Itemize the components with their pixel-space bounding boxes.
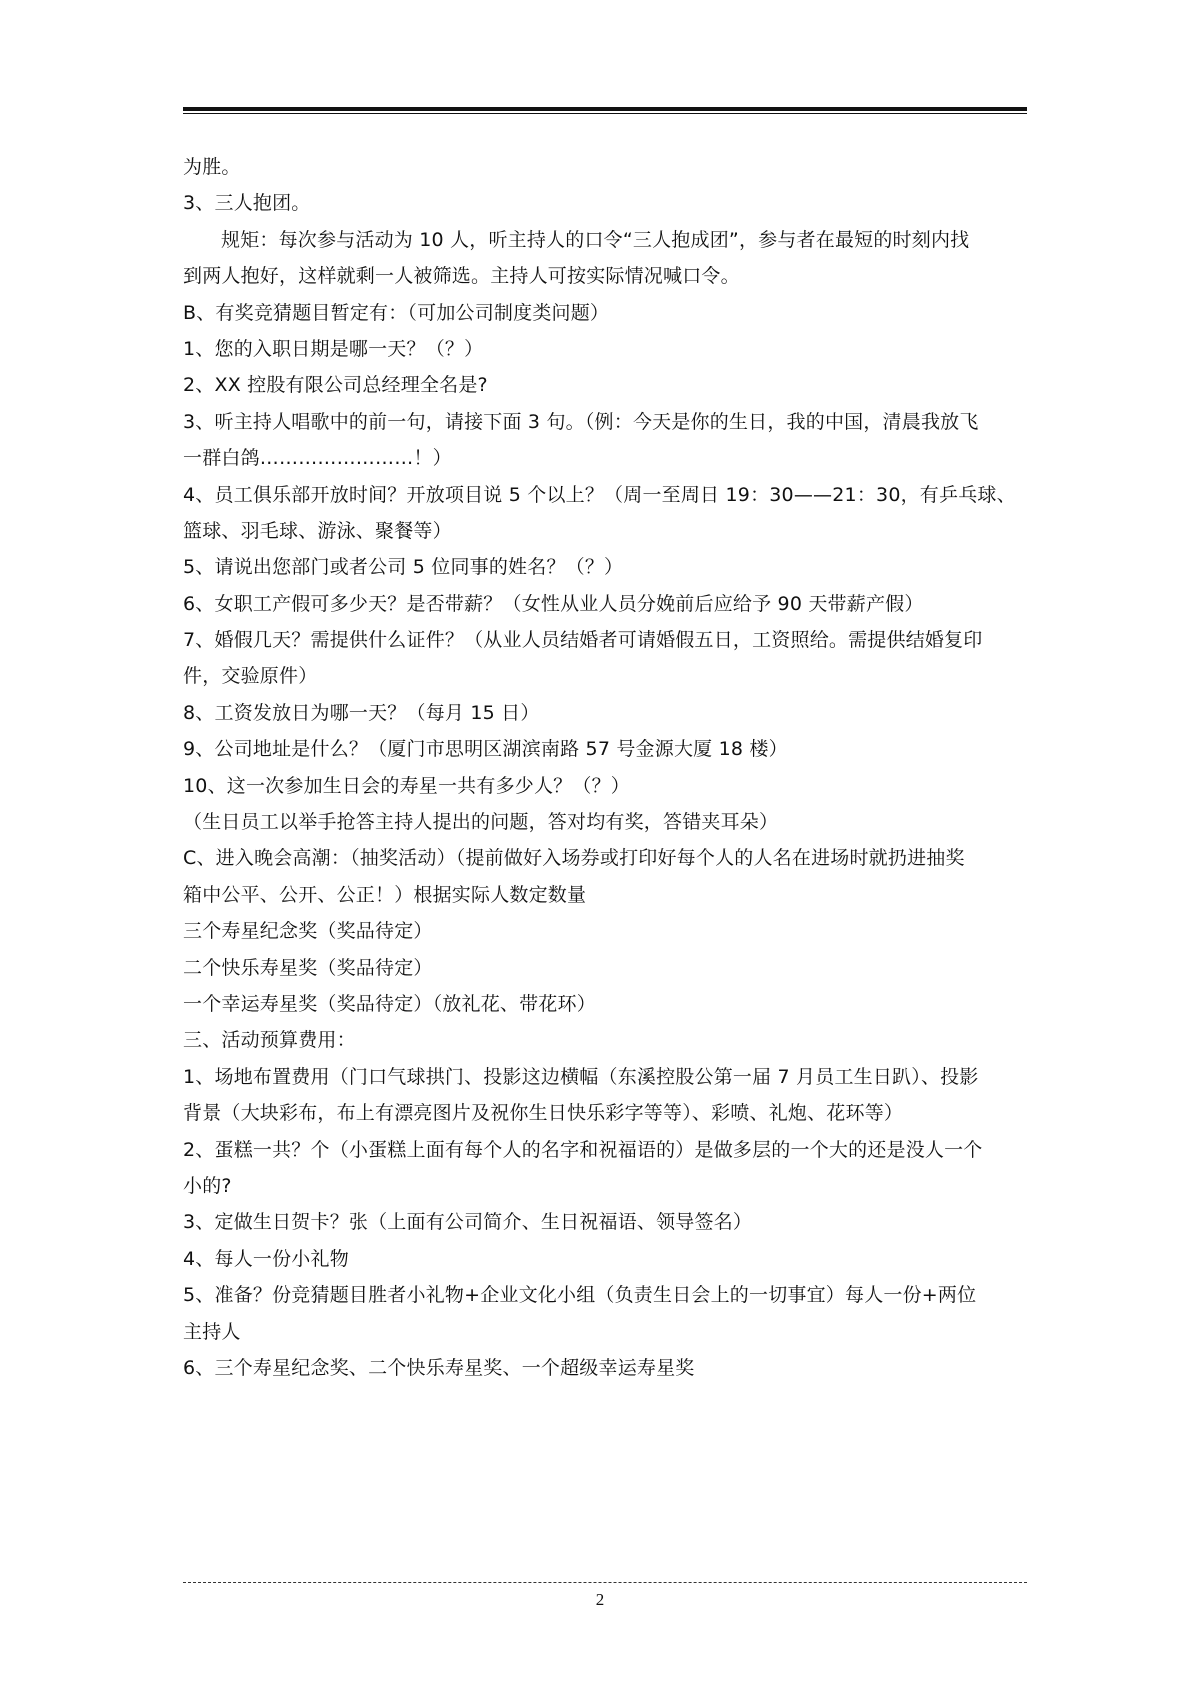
text-line: 二个快乐寿星奖（奖品待定） [183,956,433,979]
text-line: 为胜。 [183,156,241,178]
text-line: 3、定做生日贺卡？张（上面有公司简介、生日祝福语、领导签名） [183,1211,753,1234]
header-rule [183,107,1027,111]
text-line: 10、这一次参加生日会的寿星一共有多少人？（？） [183,774,630,797]
text-line: 3、三人抱团。 [183,192,311,215]
text-line: 8、工资发放日为哪一天？（每月 15 日） [183,701,540,724]
text-line: 篮球、羽毛球、游泳、聚餐等） [183,519,452,542]
text-line: 1、您的入职日期是哪一天？（？） [183,337,484,360]
text-line: 1、场地布置费用（门口气球拱门、投影这边横幅（东溪控股公第一届 7 月员工生日趴）、投影 [183,1065,979,1088]
text-line: 5、请说出您部门或者公司 5 位同事的姓名？（？） [183,556,624,579]
text-line: 5、准备？份竞猜题目胜者小礼物+企业文化小组（负责生日会上的一切事宜）每人一份+两位 [183,1284,977,1307]
page-number: 2 [595,1590,605,1609]
header-rule-thin [183,113,1027,114]
text-line: 3、听主持人唱歌中的前一句，请接下面 3 句。（例：今天是你的生日，我的中国，清晨我放飞 [183,410,979,433]
text-line: 背景（大块彩布，布上有漂亮图片及祝你生日快乐彩字等等）、彩喷、礼炮、花环等） [183,1102,904,1125]
text-line: 6、女职工产假可多少天？是否带薪？（女性从业人员分娩前后应给予 90 天带薪产假） [183,592,924,615]
footer-rule [183,1582,1027,1583]
text-line: 9、公司地址是什么？（厦门市思明区湖滨南路 57 号金源大厦 18 楼） [183,738,788,761]
text-line: 三个寿星纪念奖（奖品待定） [183,920,433,943]
text-line: 7、婚假几天？需提供什么证件？（从业人员结婚者可请婚假五日，工资照给。需提供结婚复印 [183,629,983,652]
text-line: C、进入晚会高潮：（抽奖活动）（提前做好入场券或打印好每个人的人名在进场时就扔进抽奖 [183,847,965,870]
text-line: 4、员工俱乐部开放时间？开放项目说 5 个以上？（周一至周日 19：30——21：30，有乒乓球、 [183,483,1016,506]
text-line: 2、蛋糕一共？个（小蛋糕上面有每个人的名字和祝福语的）是做多层的一个大的还是没人一个 [183,1138,983,1161]
text-line: （生日员工以举手抢答主持人提出的问题，答对均有奖，答错夹耳朵） [183,811,779,834]
text-line: 6、三个寿星纪念奖、二个快乐寿星奖、一个超级幸运寿星奖 [183,1356,695,1379]
text-line: 到两人抱好，这样就剩一人被筛选。主持人可按实际情况喊口令。 [183,265,740,288]
text-line: 规矩：每次参与活动为 10 人，听主持人的口令“三人抱成团”，参与者在最短的时刻内找 [221,228,970,251]
text-line: 三、活动预算费用： [183,1029,356,1052]
text-line: 一群白鸽……………………！） [183,447,452,470]
text-line: 箱中公平、公开、公正！）根据实际人数定数量 [183,883,587,906]
text-line: 小的? [183,1174,232,1197]
text-line: 一个幸运寿星奖（奖品待定）（放礼花、带花环） [183,992,596,1015]
text-line: 2、XX 控股有限公司总经理全名是? [183,374,488,397]
text-line: B、有奖竞猜题目暂定有：（可加公司制度类问题） [183,301,610,324]
text-line: 件，交验原件） [183,665,318,688]
text-line: 主持人 [183,1320,241,1343]
text-line: 4、每人一份小礼物 [183,1247,349,1270]
document-body [183,149,1027,1386]
